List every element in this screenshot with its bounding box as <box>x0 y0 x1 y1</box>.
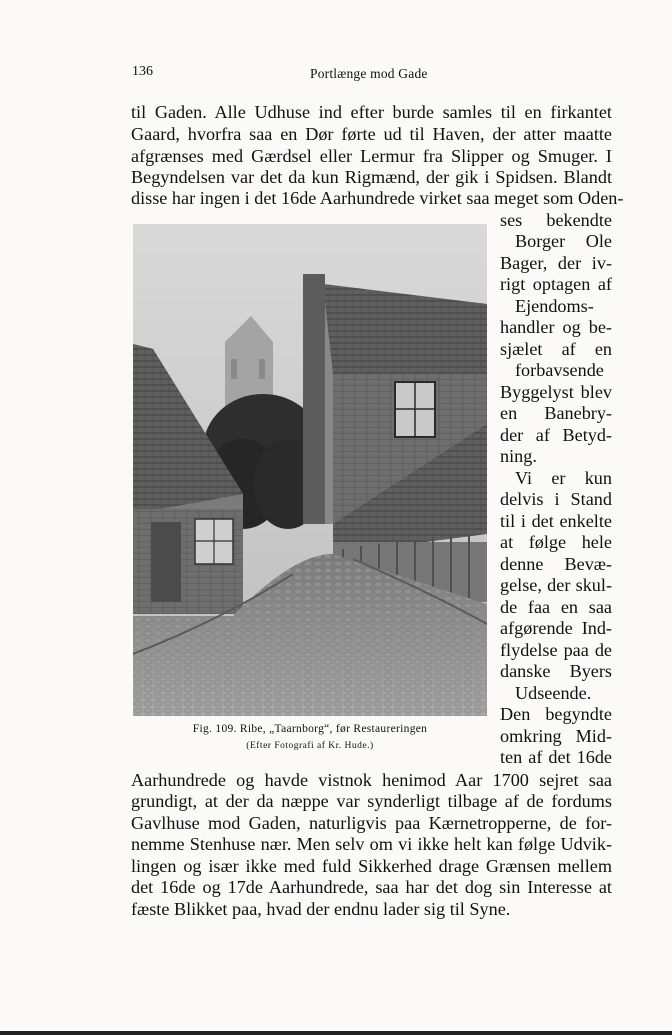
text-line: de faa en saa <box>500 597 612 617</box>
text-line: ses bekendte <box>500 210 612 230</box>
text-line: rigt optagen af <box>500 274 612 294</box>
text-line: ten af det 16de <box>500 747 612 767</box>
figure-photo <box>133 224 487 716</box>
text-line: det 16de og 17de Aarhundrede, saa har det dog sin Interesse at <box>131 877 612 897</box>
text-line: Vi er kun <box>515 468 612 488</box>
text-line: gelse, der skul- <box>500 575 612 595</box>
text-line: til i det enkelte <box>500 511 612 531</box>
text-line: Borger Ole <box>515 231 612 251</box>
bottom-rule <box>0 1031 672 1035</box>
text-line: til Gaden. Alle Udhuse ind efter burde samles til en firkantet <box>131 102 612 122</box>
text-line: Begyndelsen var det da kun Rigmænd, der gik i Spidsen. Blandt <box>131 167 612 187</box>
text-line: Gaard, hvorfra saa en Dør førte ud til Haven, der atter maatte <box>131 124 612 144</box>
text-line: forbavsende <box>515 360 604 380</box>
figure-caption: Fig. 109. Ribe, „Taarnborg“, før Restaureringen <box>192 723 428 735</box>
text-line: en Banebry- <box>500 403 612 423</box>
text-line: omkring Mid- <box>500 726 612 746</box>
text-line: Bager, der iv- <box>500 253 612 273</box>
text-line: afgørende Ind- <box>500 618 612 638</box>
text-line: flydelse paa de <box>500 640 612 660</box>
text-line: lingen og især ikke med fuld Sikkerhed drage Grænsen mellem <box>131 856 612 876</box>
figure-credit: (Efter Fotografi af Kr. Hude.) <box>246 741 374 751</box>
text-line: disse har ingen i det 16de Aarhundrede virket saa meget som Oden- <box>131 188 624 208</box>
text-line: Byggelyst blev <box>500 382 612 402</box>
text-line: Udseende. <box>515 683 592 703</box>
text-line: denne Bevæ- <box>500 554 612 574</box>
page-number: 136 <box>132 64 153 79</box>
text-line: Gavlhuse mod Gaden, naturligvis paa Kærnetropperne, de for- <box>131 813 612 833</box>
text-line: grundigt, at der da næppe var synderligt tilbage af de fordums <box>131 791 612 811</box>
running-title: Portlænge mod Gade <box>310 66 428 81</box>
text-line: nemme Stenhuse nær. Men selv om vi ikke helt kan følge Udvik- <box>131 834 612 854</box>
text-line: danske Byers <box>500 661 612 681</box>
text-line: fæste Blikket paa, hvad der endnu lader sig til Syne. <box>131 899 511 919</box>
text-line: at følge hele <box>500 532 612 552</box>
text-line: handler og be- <box>500 317 612 337</box>
text-line: ning. <box>500 446 537 466</box>
text-line: delvis i Stand <box>500 489 612 509</box>
text-line: Aarhundrede og havde vistnok henimod Aar 1700 sejret saa <box>131 770 612 790</box>
text-line: afgrænses med Gærdsel eller Lermur fra Slipper og Smuger. I <box>131 146 612 166</box>
text-line: Den begyndte <box>500 704 612 724</box>
text-line: der af Betyd- <box>500 425 612 445</box>
text-line: sjælet af en <box>500 339 612 359</box>
text-line: Ejendoms- <box>515 296 594 316</box>
